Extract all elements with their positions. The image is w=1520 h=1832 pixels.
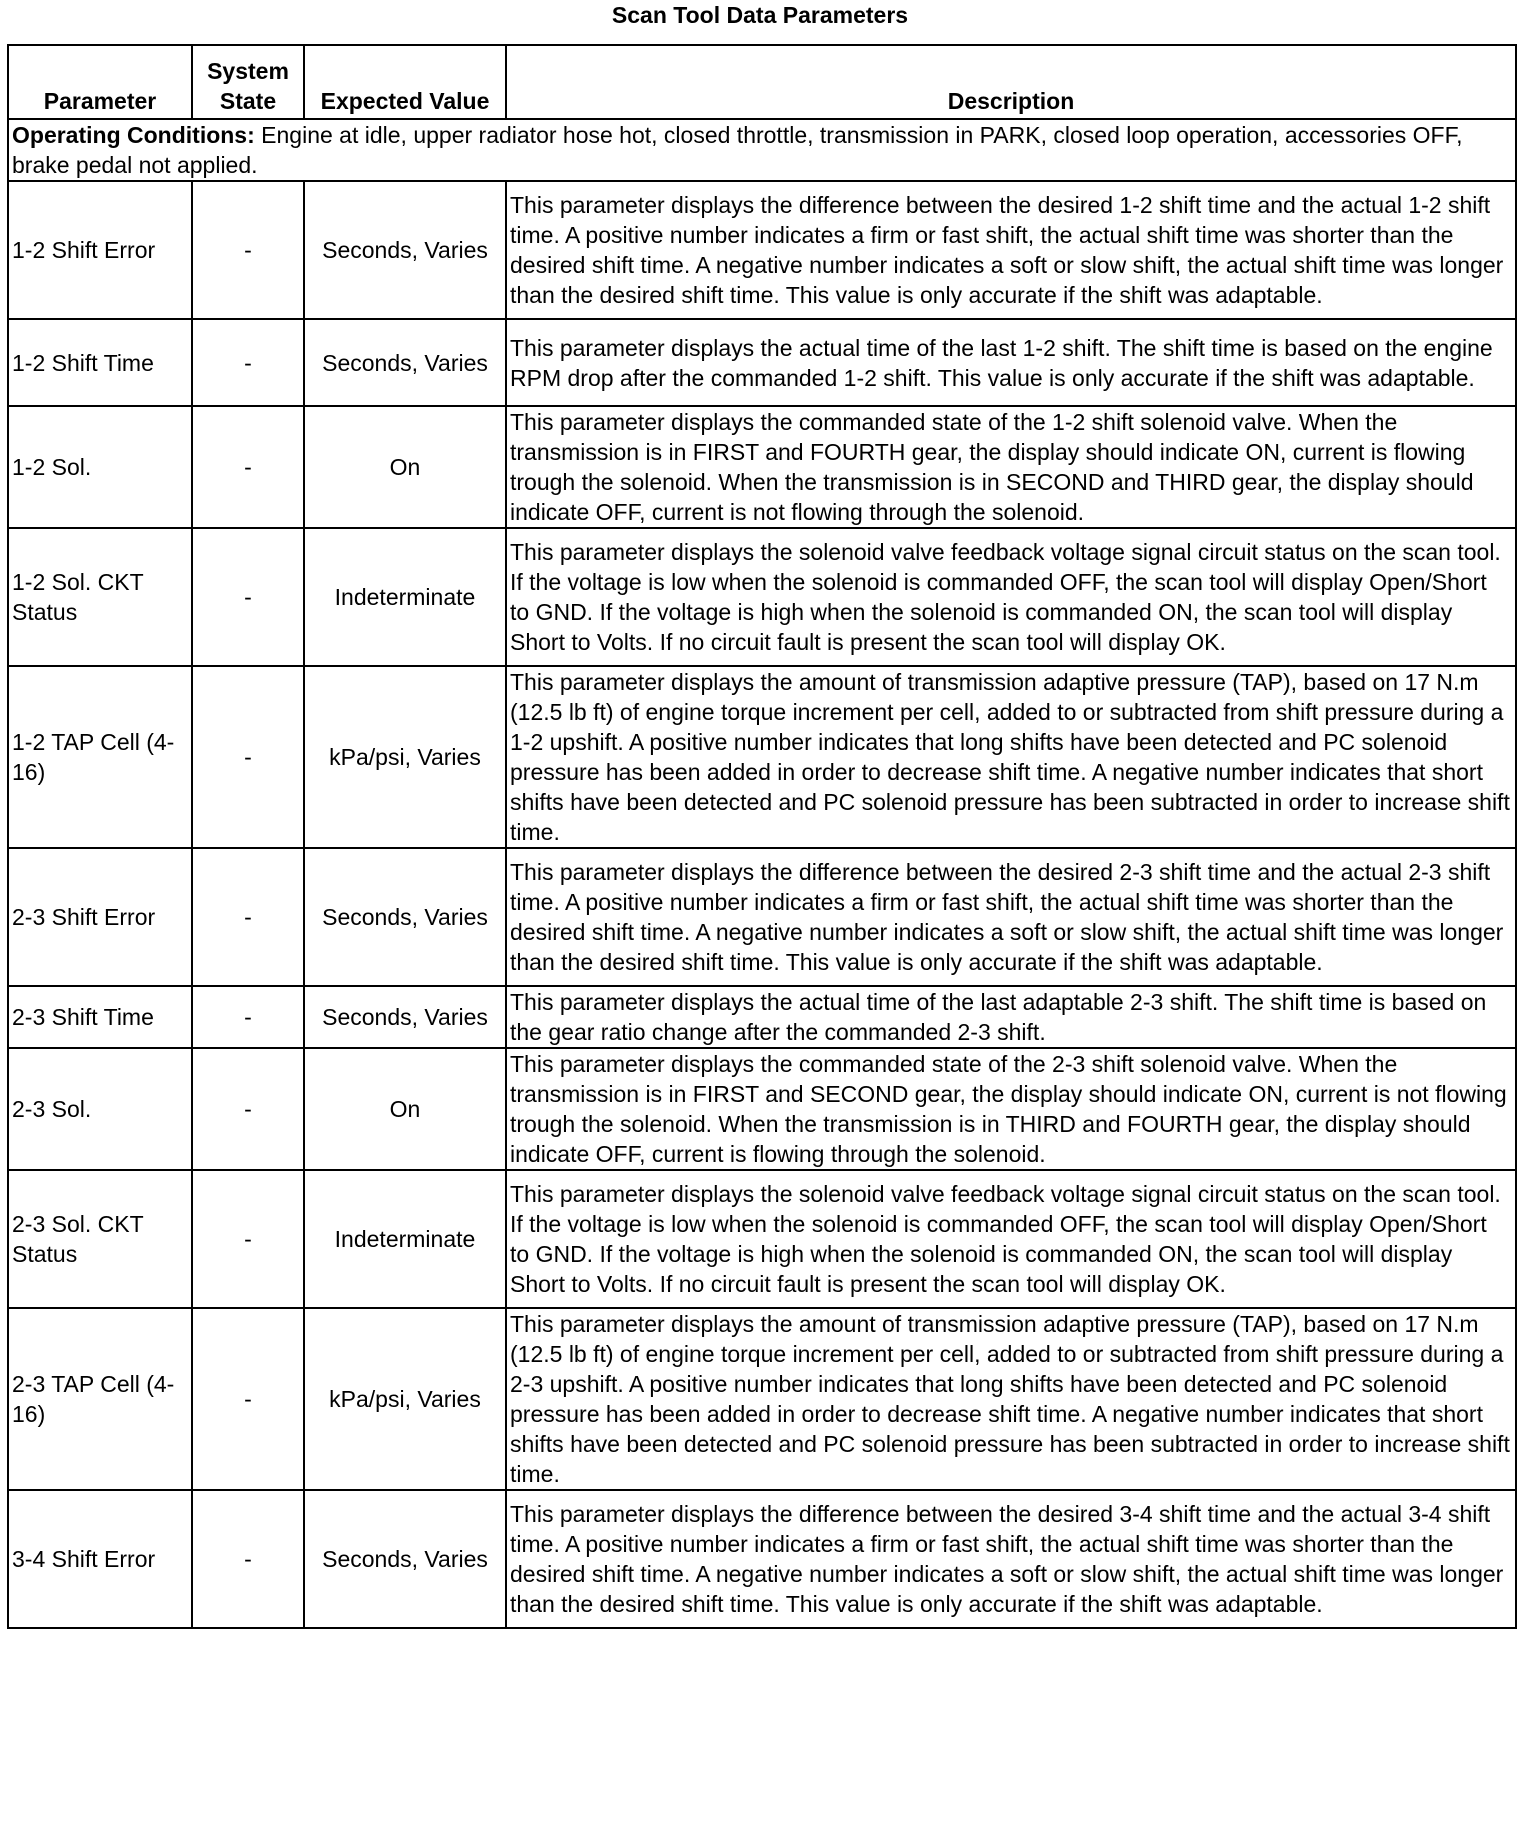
cell-description: This parameter displays the solenoid valve feedback voltage signal circuit status on the scan tool. If the voltage is low when the solenoid is commanded OFF, the scan tool will display Open/Short to GND. If the voltage is high when the solenoid is commanded ON, the scan tool will display Short to Volts. If no circuit fault is present the scan tool will display OK. bbox=[506, 528, 1516, 666]
cell-description: This parameter displays the amount of transmission adaptive pressure (TAP), based on 17 N.m (12.5 lb ft) of engine torque increment per cell, added to or subtracted from shift pressure during a 2-3 upshift. A positive number indicates that long shifts have been detected and PC solenoid pressure has been added in order to decrease shift time. A negative number indicates that short shifts have been detected and PC solenoid pressure has been subtracted in order to increase shift time. bbox=[506, 1308, 1516, 1490]
document-title: Scan Tool Data Parameters bbox=[611, 2, 909, 28]
table-row bbox=[8, 1048, 1516, 1170]
table-row bbox=[8, 181, 1516, 319]
table-row bbox=[8, 848, 1516, 986]
cell-parameter: 1-2 Sol. CKT Status bbox=[8, 528, 192, 666]
cell-system-state: - bbox=[192, 406, 304, 528]
header-system-state: System State bbox=[192, 45, 304, 119]
cell-description: This parameter displays the actual time of the last adaptable 2-3 shift. The shift time is based on the gear ratio change after the commanded 2-3 shift. bbox=[506, 986, 1516, 1048]
cell-parameter: 2-3 Shift Time bbox=[8, 986, 192, 1048]
header-description: Description bbox=[506, 45, 1516, 119]
cell-description: This parameter displays the commanded state of the 2-3 shift solenoid valve. When the transmission is in FIRST and SECOND gear, the display should indicate ON, current is not flowing trough the solenoid. When the transmission is in THIRD and FOURTH gear, the display should indicate OFF, current is flowing through the solenoid. bbox=[506, 1048, 1516, 1170]
table-row bbox=[8, 1170, 1516, 1308]
cell-system-state: - bbox=[192, 181, 304, 319]
cell-expected-value: Seconds, Varies bbox=[304, 319, 506, 406]
operating-conditions-label: Operating Conditions: bbox=[12, 122, 255, 148]
header-row bbox=[8, 45, 1516, 119]
table-row bbox=[8, 528, 1516, 666]
table-row bbox=[8, 986, 1516, 1048]
cell-expected-value: Seconds, Varies bbox=[304, 848, 506, 986]
cell-expected-value: kPa/psi, Varies bbox=[304, 666, 506, 848]
cell-parameter: 1-2 Shift Time bbox=[8, 319, 192, 406]
cell-description: This parameter displays the difference between the desired 1-2 shift time and the actual 1-2 shift time. A positive number indicates a firm or fast shift, the actual shift time was shorter than the desired shift time. A negative number indicates a soft or slow shift, the actual shift time was longer than the desired shift time. This value is only accurate if the shift was adaptable. bbox=[506, 181, 1516, 319]
header-parameter: Parameter bbox=[8, 45, 192, 119]
table-row bbox=[8, 319, 1516, 406]
cell-system-state: - bbox=[192, 1170, 304, 1308]
cell-system-state: - bbox=[192, 1490, 304, 1628]
cell-parameter: 1-2 Sol. bbox=[8, 406, 192, 528]
cell-expected-value: On bbox=[304, 1048, 506, 1170]
cell-description: This parameter displays the difference between the desired 2-3 shift time and the actual 2-3 shift time. A positive number indicates a firm or fast shift, the actual shift time was shorter than the desired shift time. A negative number indicates a soft or slow shift, the actual shift time was longer than the desired shift time. This value is only accurate if the shift was adaptable. bbox=[506, 848, 1516, 986]
cell-parameter: 2-3 TAP Cell (4-16) bbox=[8, 1308, 192, 1490]
cell-system-state: - bbox=[192, 986, 304, 1048]
cell-description: This parameter displays the solenoid valve feedback voltage signal circuit status on the scan tool. If the voltage is low when the solenoid is commanded OFF, the scan tool will display Open/Short to GND. If the voltage is high when the solenoid is commanded ON, the scan tool will display Short to Volts. If no circuit fault is present the scan tool will display OK. bbox=[506, 1170, 1516, 1308]
cell-parameter: 2-3 Sol. CKT Status bbox=[8, 1170, 192, 1308]
cell-description: This parameter displays the amount of transmission adaptive pressure (TAP), based on 17 N.m (12.5 lb ft) of engine torque increment per cell, added to or subtracted from shift pressure during a 1-2 upshift. A positive number indicates that long shifts have been detected and PC solenoid pressure has been added in order to decrease shift time. A negative number indicates that short shifts have been detected and PC solenoid pressure has been subtracted in order to increase shift time. bbox=[506, 666, 1516, 848]
cell-parameter: 1-2 TAP Cell (4-16) bbox=[8, 666, 192, 848]
cell-system-state: - bbox=[192, 1048, 304, 1170]
header-expected-value: Expected Value bbox=[304, 45, 506, 119]
table-row bbox=[8, 1490, 1516, 1628]
cell-system-state: - bbox=[192, 528, 304, 666]
cell-system-state: - bbox=[192, 848, 304, 986]
operating-conditions-text: Engine at idle, upper radiator hose hot, closed throttle, transmission in PARK, closed loop operation, accessories OFF, brake pedal not applied. bbox=[12, 122, 1463, 178]
cell-system-state: - bbox=[192, 666, 304, 848]
cell-parameter: 2-3 Sol. bbox=[8, 1048, 192, 1170]
operating-conditions-row bbox=[8, 119, 1516, 181]
cell-expected-value: Indeterminate bbox=[304, 1170, 506, 1308]
cell-expected-value: Seconds, Varies bbox=[304, 1490, 506, 1628]
cell-description: This parameter displays the difference between the desired 3-4 shift time and the actual 3-4 shift time. A positive number indicates a firm or fast shift, the actual shift time was shorter than the desired shift time. A negative number indicates a soft or slow shift, the actual shift time was longer than the desired shift time. This value is only accurate if the shift was adaptable. bbox=[506, 1490, 1516, 1628]
table-row bbox=[8, 406, 1516, 528]
cell-expected-value: On bbox=[304, 406, 506, 528]
cell-expected-value: Seconds, Varies bbox=[304, 181, 506, 319]
cell-system-state: - bbox=[192, 1308, 304, 1490]
cell-description: This parameter displays the actual time of the last 1-2 shift. The shift time is based on the engine RPM drop after the commanded 1-2 shift. This value is only accurate if the shift was adaptable. bbox=[506, 319, 1516, 406]
cell-parameter: 2-3 Shift Error bbox=[8, 848, 192, 986]
cell-system-state: - bbox=[192, 319, 304, 406]
cell-description: This parameter displays the commanded state of the 1-2 shift solenoid valve. When the transmission is in FIRST and FOURTH gear, the display should indicate ON, current is flowing trough the solenoid. When the transmission is in SECOND and THIRD gear, the display should indicate OFF, current is not flowing through the solenoid. bbox=[506, 406, 1516, 528]
table-row bbox=[8, 1308, 1516, 1490]
cell-expected-value: kPa/psi, Varies bbox=[304, 1308, 506, 1490]
table-row bbox=[8, 666, 1516, 848]
cell-parameter: 1-2 Shift Error bbox=[8, 181, 192, 319]
cell-expected-value: Indeterminate bbox=[304, 528, 506, 666]
operating-conditions bbox=[8, 119, 1516, 181]
cell-parameter: 3-4 Shift Error bbox=[8, 1490, 192, 1628]
cell-expected-value: Seconds, Varies bbox=[304, 986, 506, 1048]
scan-tool-data-table bbox=[7, 44, 1517, 1629]
